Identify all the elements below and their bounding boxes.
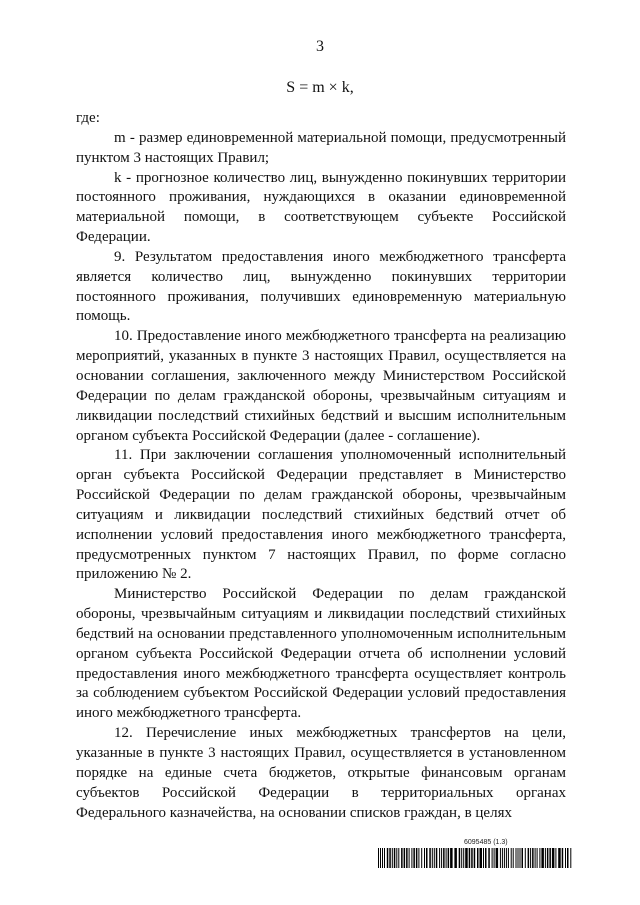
paragraph: где:	[76, 110, 100, 126]
barcode-bar	[541, 848, 544, 868]
barcode-bar	[398, 848, 399, 868]
barcode-bar	[516, 848, 517, 868]
barcode-bar	[443, 848, 445, 868]
barcode-bar	[404, 848, 406, 868]
paragraph: 10. Предоставление иного межбюджетного трансферта на реализацию мероприятий, указанных в пункте 3 настоящих Правил, осуществляется на основании соглашения, заключенного между Министерством Российской Федерации по делам гражданской обороны, чрезвычайным ситуациям и ликвидации последствий стихийных бедствий и высшим исполнительным органом субъекта Российской Федерации (далее - соглашение).	[76, 328, 566, 444]
barcode-bar	[411, 848, 412, 868]
barcode-bar	[532, 848, 534, 868]
barcode-bar	[530, 848, 531, 868]
barcode-bar	[525, 848, 526, 868]
barcode-bar	[459, 848, 461, 868]
barcode-bar	[424, 848, 425, 868]
barcode-bar	[567, 848, 569, 868]
barcode-bar	[562, 848, 564, 868]
barcode-bar	[502, 848, 503, 868]
barcode-bar	[549, 848, 551, 868]
barcode-bar	[555, 848, 556, 868]
barcode-bar	[480, 848, 483, 868]
barcode-bar	[426, 848, 428, 868]
barcode-bar	[401, 848, 403, 868]
barcode-bar	[477, 848, 479, 868]
paragraph: 12. Перечисление иных межбюджетных трансфертов на цели, указанные в пункте 3 настоящих Правил, осуществляется в установленном порядке на единые счета бюджетов, открытые финансовым органам субъектов Российской Федерации в территориальных органах Федерального казначейства, на основании списков граждан, в целях	[76, 725, 566, 821]
barcode-bar	[448, 848, 450, 868]
barcode-bar	[446, 848, 447, 868]
barcode-bar	[378, 848, 379, 868]
barcode-bar	[436, 848, 438, 868]
barcode-bar	[416, 848, 418, 868]
barcode-bar	[539, 848, 540, 868]
barcode-bar	[465, 848, 468, 868]
barcode-bar	[483, 848, 484, 868]
barcode-bar	[406, 848, 408, 868]
paragraph: k - прогнозное количество лиц, вынужденно покинувших территории постоянного проживания, нуждающихся в оказании единовременной материальной помощи, в соответствующем субъекте Российской Федерации.	[76, 169, 566, 246]
barcode-image	[378, 848, 572, 868]
barcode-bar	[434, 848, 435, 868]
barcode-bar	[394, 848, 396, 868]
barcode-bar	[384, 848, 385, 868]
barcode-bar	[380, 848, 381, 868]
barcode-bar	[552, 848, 555, 868]
barcode-bar	[418, 848, 419, 868]
paragraph: Министерство Российской Федерации по делам гражданской обороны, чрезвычайным ситуациям и ликвидации последствий стихийных бедствий на основании представленного уполномоченным исполнительным органом субъекта Российской Федерации отчета об исполнении условий предоставления иного межбюджетного трансферта осуществляет контроль за соблюдением субъектом Российской Федерации условий предоставления иного межбюджетного трансферта.	[76, 586, 566, 722]
barcode-bar	[471, 848, 473, 868]
barcode-bar	[528, 848, 530, 868]
barcode-bar	[392, 848, 393, 868]
barcode-bar	[504, 848, 505, 868]
barcode-bar	[396, 848, 397, 868]
barcode-bar	[508, 848, 509, 868]
barcode-bar	[389, 848, 391, 868]
barcode-bar	[547, 848, 549, 868]
document-code: 6095485 (1.3)	[464, 839, 508, 846]
paragraph: m - размер единовременной материальной помощи, предусмотренный пунктом 3 настоящих Правил;	[76, 129, 566, 166]
barcode-bar	[469, 848, 471, 868]
barcode-bar	[496, 848, 499, 868]
barcode-bar	[463, 848, 464, 868]
barcode-bar	[488, 848, 490, 868]
barcode-bar	[492, 848, 493, 868]
barcode-bar	[513, 848, 514, 868]
barcode-bar	[421, 848, 422, 868]
barcode-bar	[441, 848, 442, 868]
barcode-bar	[537, 848, 538, 868]
barcode-bar	[382, 848, 383, 868]
barcode-bar	[439, 848, 440, 868]
paragraph: 9. Результатом предоставления иного межбюджетного трансферта является количество лиц, вынужденно покинувших территории постоянного проживания, получивших единовременную материальную помощь.	[76, 248, 566, 325]
barcode-bar	[522, 848, 524, 868]
document-body	[76, 109, 566, 823]
barcode-bar	[485, 848, 487, 868]
barcode-bar	[450, 848, 453, 868]
barcode-bar	[494, 848, 495, 868]
barcode-bar	[500, 848, 501, 868]
barcode-bar	[461, 848, 462, 868]
barcode-bar	[511, 848, 512, 868]
barcode-bar	[409, 848, 410, 868]
barcode-bar	[535, 848, 536, 868]
barcode-bar	[558, 848, 561, 868]
barcode-bar	[474, 848, 476, 868]
formula: S = m × k,	[286, 79, 354, 96]
barcode-bar	[432, 848, 433, 868]
barcode-bar	[387, 848, 389, 868]
barcode-bar	[506, 848, 507, 868]
barcode-bar	[520, 848, 521, 868]
barcode-bar	[545, 848, 546, 868]
barcode-bar	[454, 848, 457, 868]
paragraph: 11. При заключении соглашения уполномоченный исполнительный орган субъекта Российской Федерации представляет в Министерство Российской Федерации по делам гражданской обороны, чрезвычайным ситуациям и ликвидации последствий стихийных бедствий отчет об исполнении условий предоставления иного межбюджетного трансферта, предусмотренных пунктом 7 настоящих Правил, по форме согласно приложению № 2.	[76, 447, 566, 583]
page-number: 3	[316, 38, 324, 55]
barcode-bar	[413, 848, 415, 868]
barcode-bar	[565, 848, 566, 868]
barcode-bar	[429, 848, 431, 868]
barcode-bar	[570, 848, 571, 868]
barcode-bar	[518, 848, 519, 868]
